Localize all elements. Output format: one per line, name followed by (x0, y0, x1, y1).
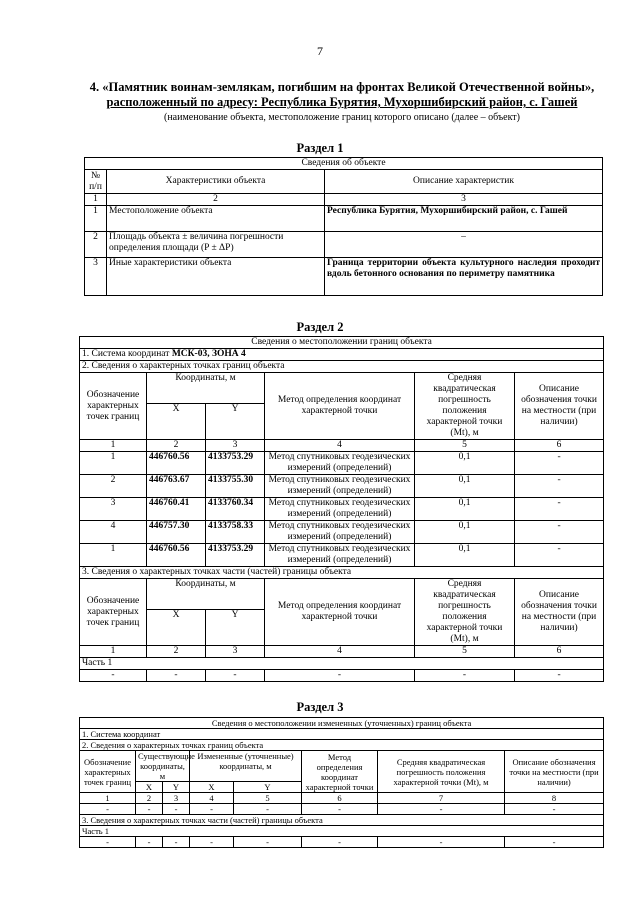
s2-method: Метод спутниковых геодезических измерений (определений) (265, 452, 415, 475)
s1-row-desc: Республика Бурятия, Мухоршибирский район, с. Гашей (325, 206, 603, 232)
s2-part-h-coords: Координаты, м (147, 579, 265, 610)
s2-coord-system-value: МСК-03, ЗОНА 4 (171, 349, 246, 359)
s2-part-h-point: Обозначение характерных точек границ (80, 579, 147, 646)
s2-part-h-y: Y (206, 610, 265, 646)
s2-method: Метод спутниковых геодезических измерений (определений) (265, 544, 415, 567)
s2-idx: 3 (206, 440, 265, 452)
s1-header: Сведения об объекте (85, 158, 603, 170)
s3-h-method: Метод определения координат характерной точки (302, 751, 378, 793)
s3-part-label: Часть 1 (80, 826, 604, 837)
s2-x: 446763.67 (147, 475, 206, 498)
table-row (80, 804, 604, 815)
s2-part-cell: - (265, 670, 415, 682)
s2-h-mt: Средняя квадратическая погрешность положения характерной точки (Mt), м (415, 373, 515, 440)
s2-part-cell: - (515, 670, 604, 682)
s2-part-cell: - (415, 670, 515, 682)
table-row (85, 258, 603, 296)
section-1-table (84, 157, 603, 296)
s2-method: Метод спутниковых геодезических измерений (определений) (265, 521, 415, 544)
s2-y: 4133755.30 (206, 475, 265, 498)
s3-cell: - (190, 804, 234, 815)
s2-idx: 4 (265, 440, 415, 452)
s2-idx: 6 (515, 440, 604, 452)
s1-idx: 1 (85, 194, 107, 206)
s2-method: Метод спутниковых геодезических измерений (определений) (265, 498, 415, 521)
s3-h-y-changed: Y (234, 782, 302, 793)
s2-x: 446760.56 (147, 452, 206, 475)
s2-h-x: X (147, 404, 206, 440)
s2-part-h-desc: Описание обозначения точки на местности (при наличии) (515, 579, 604, 646)
s3-cell: - (136, 804, 163, 815)
page-number: 7 (317, 44, 323, 58)
s3-part-header: 3. Сведения о характерных точках части (частей) границы объекта (80, 815, 604, 826)
s1-idx: 3 (325, 194, 603, 206)
s2-point: 1 (80, 452, 147, 475)
section-3-title: Раздел 3 (296, 700, 344, 714)
s3-part-cell: - (378, 837, 505, 848)
s3-part-cell: - (163, 837, 190, 848)
section-3-table (79, 717, 604, 848)
s1-idx: 2 (107, 194, 325, 206)
section-1-title: Раздел 1 (296, 141, 344, 155)
s2-part-h-method: Метод определения координат характерной точки (265, 579, 415, 646)
s3-header: Сведения о местоположении измененных (уточненных) границ объекта (80, 718, 604, 729)
s1-col-desc: Описание характеристик (325, 170, 603, 194)
s3-idx: 1 (80, 793, 136, 804)
s2-part-idx: 2 (147, 646, 206, 658)
table-row (80, 670, 604, 682)
s3-h-x-changed: X (190, 782, 234, 793)
s2-desc: - (515, 475, 604, 498)
s2-y: 4133753.29 (206, 544, 265, 567)
s2-h-coords: Координаты, м (147, 373, 265, 404)
s3-cell: - (378, 804, 505, 815)
s2-part-cell: - (206, 670, 265, 682)
s2-part-h-x: X (147, 610, 206, 646)
table-row (80, 475, 604, 498)
s3-h-exist: Существующие координаты, м (136, 751, 190, 782)
s3-coord-system: 1. Система координат (80, 729, 604, 740)
s2-idx: 5 (415, 440, 515, 452)
s2-y: 4133758.33 (206, 521, 265, 544)
s3-idx: 6 (302, 793, 378, 804)
s3-idx: 4 (190, 793, 234, 804)
s1-col-char: Характеристики объекта (107, 170, 325, 194)
s1-row-num: 2 (85, 232, 107, 258)
s1-row-desc: Граница территории объекта культурного наследия проходит вдоль бетонного основания по периметру памятника (325, 258, 603, 296)
s3-part-cell: - (136, 837, 163, 848)
table-row (80, 837, 604, 848)
s3-idx: 7 (378, 793, 505, 804)
s1-row-num: 3 (85, 258, 107, 296)
s3-cell: - (302, 804, 378, 815)
s3-cell: - (80, 804, 136, 815)
s2-header: Сведения о местоположении границ объекта (80, 337, 604, 349)
section-2-table (79, 336, 604, 682)
object-title-line-2: расположенный по адресу: Республика Бурятия, Мухоршибирский район, с. Гашей (106, 95, 578, 109)
s2-y: 4133753.29 (206, 452, 265, 475)
table-row (80, 452, 604, 475)
s2-part-h-mt: Средняя квадратическая погрешность положения характерной точки (Mt), м (415, 579, 515, 646)
s2-desc: - (515, 498, 604, 521)
s3-part-cell: - (234, 837, 302, 848)
s3-part-cell: - (190, 837, 234, 848)
s2-h-y: Y (206, 404, 265, 440)
s2-method: Метод спутниковых геодезических измерений (определений) (265, 475, 415, 498)
s2-point: 1 (80, 544, 147, 567)
table-row (80, 498, 604, 521)
s2-idx: 2 (147, 440, 206, 452)
s2-h-desc: Описание обозначения точки на местности (при наличии) (515, 373, 604, 440)
s2-desc: - (515, 452, 604, 475)
s3-h-desc: Описание обозначения точки на местности (при наличии) (505, 751, 604, 793)
s3-h-mt: Средняя квадратическая погрешность положения характерной точки (Mt), м (378, 751, 505, 793)
s2-x: 446760.41 (147, 498, 206, 521)
s2-y: 4133760.34 (206, 498, 265, 521)
s3-part-cell: - (80, 837, 136, 848)
s2-coord-system-label: 1. Система координат (82, 349, 170, 359)
s1-row-desc: – (325, 232, 603, 258)
s2-mt: 0,1 (415, 475, 515, 498)
s3-h-changed: Измененные (уточненные) координаты, м (190, 751, 302, 782)
s1-row-char: Местоположение объекта (107, 206, 325, 232)
s2-part-idx: 5 (415, 646, 515, 658)
object-title (82, 80, 602, 110)
s2-part-label: Часть 1 (80, 658, 604, 670)
s2-x: 446757.30 (147, 521, 206, 544)
object-title-line-1: 4. «Памятник воинам-землякам, погибшим на фронтах Великой Отечественной войны», (89, 80, 595, 94)
s2-part-cell: - (147, 670, 206, 682)
s2-part-idx: 4 (265, 646, 415, 658)
s2-coord-system (80, 349, 604, 361)
s2-point: 2 (80, 475, 147, 498)
table-row (85, 232, 603, 258)
s3-cell: - (163, 804, 190, 815)
s2-mt: 0,1 (415, 498, 515, 521)
s3-points-header: 2. Сведения о характерных точках границ объекта (80, 740, 604, 751)
s3-h-x-exist: X (136, 782, 163, 793)
s2-desc: - (515, 544, 604, 567)
table-row (85, 206, 603, 232)
s1-row-num: 1 (85, 206, 107, 232)
s2-mt: 0,1 (415, 521, 515, 544)
s2-mt: 0,1 (415, 452, 515, 475)
s1-col-num: № п/п (85, 170, 107, 194)
s1-row-char: Площадь объекта ± величина погрешности определения площади (P ± ΔP) (107, 232, 325, 258)
s3-cell: - (234, 804, 302, 815)
s2-point: 4 (80, 521, 147, 544)
s2-point: 3 (80, 498, 147, 521)
s3-part-cell: - (505, 837, 604, 848)
s3-h-y-exist: Y (163, 782, 190, 793)
object-subtitle: (наименование объекта, местоположение границ которого описано (далее – объект) (163, 112, 521, 123)
s3-idx: 8 (505, 793, 604, 804)
s2-part-header: 3. Сведения о характерных точках части (частей) границы объекта (80, 567, 604, 579)
s1-row-char: Иные характеристики объекта (107, 258, 325, 296)
s2-desc: - (515, 521, 604, 544)
s2-h-point: Обозначение характерных точек границ (80, 373, 147, 440)
s2-x: 446760.56 (147, 544, 206, 567)
s2-part-cell: - (80, 670, 147, 682)
s2-h-method: Метод определения координат характерной точки (265, 373, 415, 440)
s3-h-point: Обозначение характерных точек границ (80, 751, 136, 793)
s3-cell: - (505, 804, 604, 815)
table-row (80, 544, 604, 567)
s2-part-idx: 3 (206, 646, 265, 658)
s3-idx: 2 (136, 793, 163, 804)
s3-idx: 5 (234, 793, 302, 804)
table-row (80, 521, 604, 544)
s2-part-idx: 1 (80, 646, 147, 658)
s2-points-header: 2. Сведения о характерных точках границ объекта (80, 361, 604, 373)
s2-part-idx: 6 (515, 646, 604, 658)
s3-idx: 3 (163, 793, 190, 804)
s2-idx: 1 (80, 440, 147, 452)
s2-mt: 0,1 (415, 544, 515, 567)
section-2-title: Раздел 2 (296, 320, 344, 334)
s3-part-cell: - (302, 837, 378, 848)
